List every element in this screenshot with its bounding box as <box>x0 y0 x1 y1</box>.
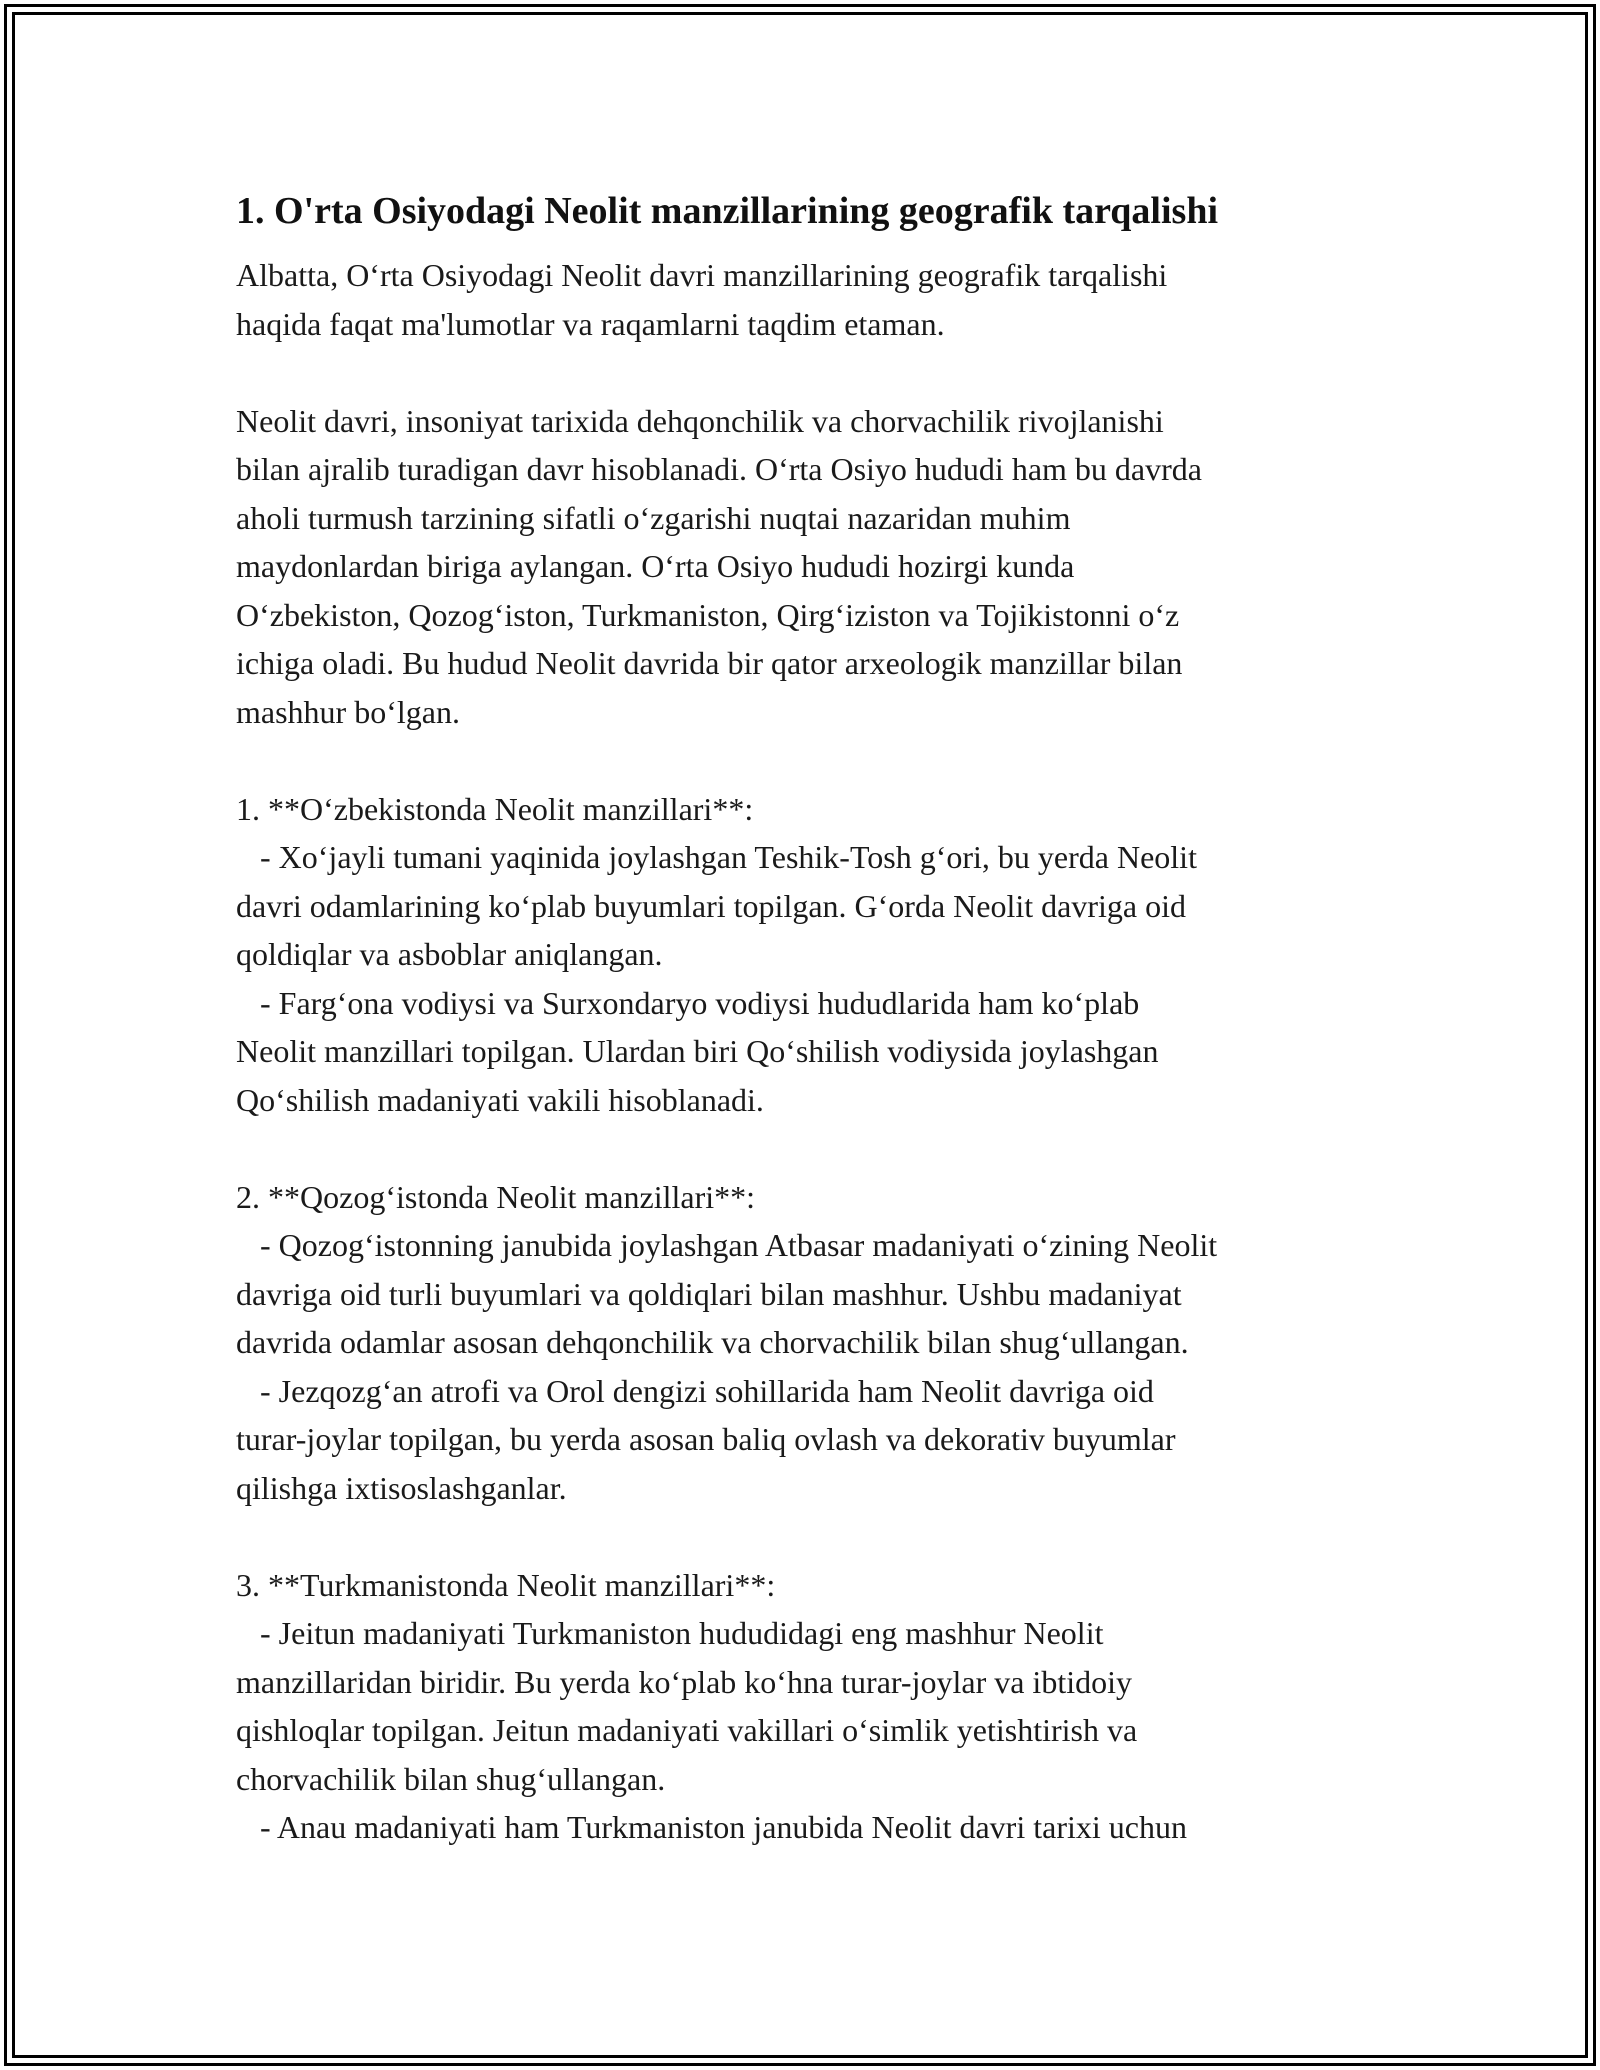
section-uzbekistan <box>236 785 1386 1125</box>
text-line: Neolit manzillari topilgan. Ulardan biri Qo‘shilish vodiysida joylashgan <box>236 1033 1159 1069</box>
list-item-line: - Farg‘ona vodiysi va Surxondaryo vodiysi hududlarida ham ko‘plab <box>236 984 1140 1021</box>
text-line: haqida faqat ma'lumotlar va raqamlarni taqdim etaman. <box>236 305 945 342</box>
text-line: Neolit davri, insoniyat tarixida dehqonchilik va chorvachilik rivojlanishi <box>236 402 1164 439</box>
text-line: aholi turmush tarzining sifatli o‘zgarishi nuqtai nazaridan muhim <box>236 499 1071 536</box>
text-line: manzillaridan biridir. Bu yerda ko‘plab ko‘hna turar-joylar va ibtidoiy <box>236 1663 1132 1700</box>
document-body <box>236 185 1386 1852</box>
section-turkmenistan <box>236 1561 1386 1852</box>
text-line: turar-joylar topilgan, bu yerda asosan baliq ovlash va dekorativ buyumlar <box>236 1421 1176 1457</box>
paragraph-spacer <box>236 736 1386 785</box>
paragraph-spacer <box>236 348 1386 397</box>
text-line: maydonlardan biriga aylangan. O‘rta Osiyo hududi hozirgi kunda <box>236 548 1075 584</box>
paragraph-neolit-davri <box>236 397 1386 737</box>
text-line: bilan ajralib turadigan davr hisoblanadi. O‘rta Osiyo hududi ham bu davrda <box>236 451 1202 487</box>
text-line: davriga oid turli buyumlari va qoldiqlari bilan mashhur. Ushbu madaniyat <box>236 1275 1182 1312</box>
text-line: qoldiqlar va asboblar aniqlangan. <box>236 936 663 972</box>
text-line: ichiga oladi. Bu hudud Neolit davrida bir qator arxeologik manzillar bilan <box>236 645 1183 681</box>
text-line: Qo‘shilish madaniyati vakili hisoblanadi. <box>236 1081 764 1118</box>
list-item-line: - Xo‘jayli tumani yaqinida joylashgan Teshik-Tosh g‘ori, bu yerda Neolit <box>236 839 1197 875</box>
list-item-line: - Anau madaniyati ham Turkmaniston janubida Neolit davri tarixi uchun <box>236 1809 1187 1845</box>
text-line: davri odamlarining ko‘plab buyumlari topilgan. G‘orda Neolit davriga oid <box>236 887 1186 924</box>
document-title: 1. O'rta Osiyodagi Neolit manzillarining geografik tarqalishi <box>236 190 1219 232</box>
text-line: qishloqlar topilgan. Jeitun madaniyati vakillari o‘simlik yetishtirish va <box>236 1712 1138 1748</box>
list-item-line: - Jeitun madaniyati Turkmaniston hududidagi eng mashhur Neolit <box>236 1615 1104 1651</box>
text-line: Albatta, O‘rta Osiyodagi Neolit davri manzillarining geografik tarqalishi <box>236 257 1168 293</box>
paragraph-spacer <box>236 1512 1386 1561</box>
section-heading: 1. **O‘zbekistonda Neolit manzillari**: <box>236 790 754 827</box>
section-heading: 3. **Turkmanistonda Neolit manzillari**: <box>236 1566 776 1603</box>
list-item-line: - Qozog‘istonning janubida joylashgan Atbasar madaniyati o‘zining Neolit <box>236 1227 1218 1263</box>
text-line: mashhur bo‘lgan. <box>236 693 460 730</box>
paragraph-spacer <box>236 1124 1386 1173</box>
text-line: chorvachilik bilan shug‘ullangan. <box>236 1760 666 1797</box>
text-line: O‘zbekiston, Qozog‘iston, Turkmaniston, Qirg‘iziston va Tojikistonni o‘z <box>236 596 1180 633</box>
text-line: qilishga ixtisoslashganlar. <box>236 1469 567 1506</box>
section-heading: 2. **Qozog‘istonda Neolit manzillari**: <box>236 1178 755 1215</box>
section-kazakhstan <box>236 1173 1386 1513</box>
list-item-line: - Jezqozg‘an atrofi va Orol dengizi sohillarida ham Neolit davriga oid <box>236 1372 1154 1409</box>
paragraph-intro <box>236 251 1386 348</box>
text-line: davrida odamlar asosan dehqonchilik va chorvachilik bilan shug‘ullangan. <box>236 1324 1189 1360</box>
